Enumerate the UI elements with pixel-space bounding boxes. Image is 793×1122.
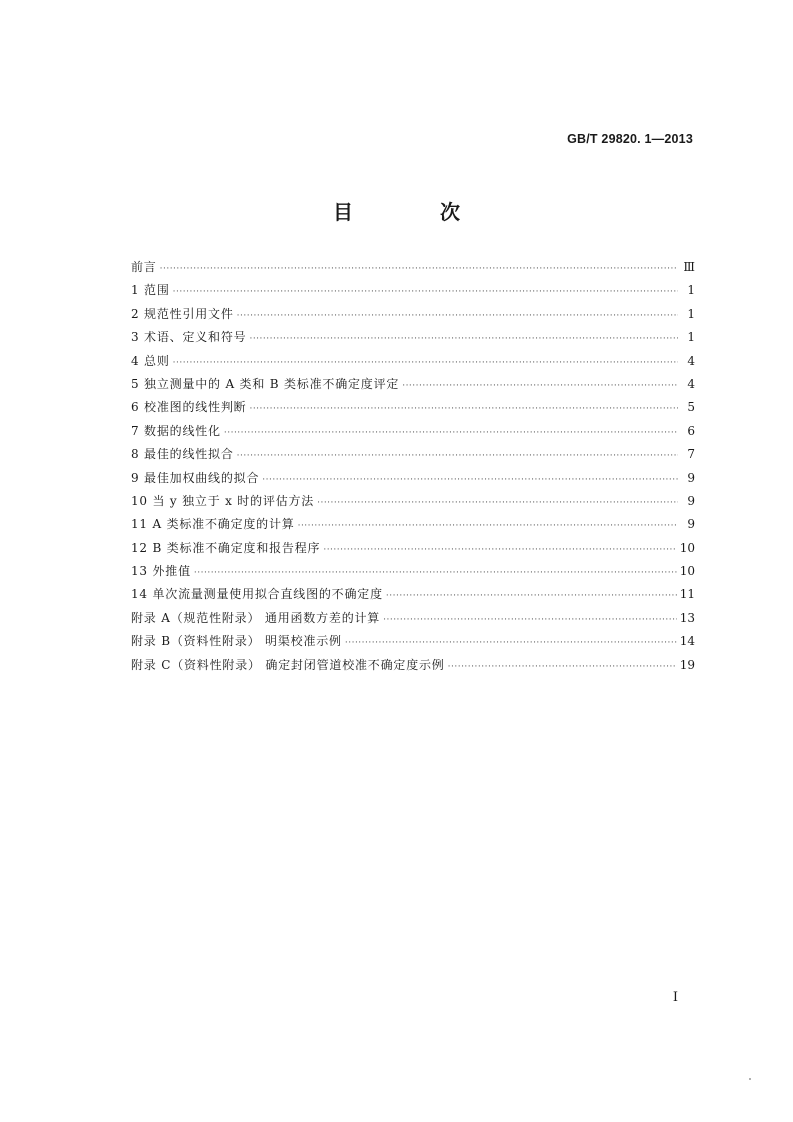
toc-entry-7[interactable] bbox=[131, 422, 695, 445]
toc-dot-leader bbox=[386, 591, 677, 601]
toc-entry-label: 附录 A（规范性附录） 通用函数方差的计算 bbox=[131, 610, 381, 625]
toc-entry-page: 10 bbox=[679, 564, 695, 579]
toc-entry-label: 5 独立测量中的 A 类和 B 类标准不确定度评定 bbox=[131, 376, 400, 391]
toc-entry-page: 1 bbox=[687, 306, 695, 321]
toc-entry-page: 19 bbox=[679, 657, 695, 672]
toc-entry-label: 前言 bbox=[131, 260, 157, 274]
toc-entry-label: 11 A 类标准不确定度的计算 bbox=[131, 517, 295, 532]
toc-entry-page: 6 bbox=[687, 423, 695, 438]
toc-entry-page: 9 bbox=[687, 493, 695, 508]
toc-entry-label: 7 数据的线性化 bbox=[131, 423, 221, 438]
toc-entry-label: 2 规范性引用文件 bbox=[131, 306, 234, 321]
toc-entry-11[interactable] bbox=[131, 515, 695, 538]
toc-dot-leader bbox=[173, 358, 678, 368]
toc-dot-leader bbox=[249, 404, 678, 414]
toc-dot-leader bbox=[237, 451, 678, 461]
toc-entry-13[interactable] bbox=[131, 562, 695, 585]
page-title: 目 次 bbox=[333, 200, 500, 224]
toc-entry-2[interactable] bbox=[131, 305, 695, 328]
toc-dot-leader bbox=[402, 381, 678, 391]
standard-number: GB/T 29820. 1—2013 bbox=[567, 132, 693, 146]
toc-entry-annex-a[interactable] bbox=[131, 609, 695, 632]
toc-entry-page: 10 bbox=[679, 540, 695, 555]
toc-entry-annex-c[interactable] bbox=[131, 656, 695, 679]
scan-speck bbox=[749, 1078, 751, 1080]
toc-entry-page: 11 bbox=[679, 587, 695, 602]
toc-entry-page: 4 bbox=[687, 353, 695, 368]
toc-dot-leader bbox=[345, 638, 677, 648]
toc-entry-label: 13 外推值 bbox=[131, 564, 191, 579]
toc-entry-label: 附录 C（资料性附录） 确定封闭管道校准不确定度示例 bbox=[131, 657, 445, 672]
toc-entry-14[interactable] bbox=[131, 585, 695, 608]
toc-entry-annex-b[interactable] bbox=[131, 632, 695, 655]
toc-dot-leader bbox=[194, 568, 677, 578]
toc-entry-label: 1 范围 bbox=[131, 283, 170, 298]
toc-entry-label: 3 术语、定义和符号 bbox=[131, 330, 247, 345]
toc-entry-page: 1 bbox=[687, 283, 695, 298]
toc-entry-page: 1 bbox=[687, 330, 695, 345]
table-of-contents bbox=[131, 258, 695, 679]
toc-dot-leader bbox=[383, 615, 677, 625]
toc-entry-5[interactable] bbox=[131, 375, 695, 398]
toc-dot-leader bbox=[173, 287, 678, 297]
toc-dot-leader bbox=[224, 428, 678, 438]
toc-entry-label: 4 总则 bbox=[131, 353, 170, 368]
toc-entry-page: 7 bbox=[687, 447, 695, 462]
toc-entry-page: 4 bbox=[687, 376, 695, 391]
toc-entry-label: 14 单次流量测量使用拟合直线图的不确定度 bbox=[131, 587, 383, 602]
toc-entry-page: 14 bbox=[679, 634, 695, 649]
toc-entry-label: 附录 B（资料性附录） 明渠校准示例 bbox=[131, 634, 342, 649]
toc-dot-leader bbox=[298, 521, 678, 531]
toc-entry-8[interactable] bbox=[131, 445, 695, 468]
toc-entry-page: 13 bbox=[679, 610, 695, 625]
toc-entry-3[interactable] bbox=[131, 328, 695, 351]
toc-dot-leader bbox=[323, 545, 676, 555]
toc-entry-label: 9 最佳加权曲线的拟合 bbox=[131, 470, 260, 485]
toc-entry-label: 6 校准图的线性判断 bbox=[131, 400, 247, 415]
toc-dot-leader bbox=[262, 475, 678, 485]
toc-entry-1[interactable] bbox=[131, 281, 695, 304]
toc-entry-9[interactable] bbox=[131, 469, 695, 492]
page-number: I bbox=[672, 990, 678, 1005]
toc-dot-leader bbox=[317, 498, 678, 508]
toc-entry-page: 5 bbox=[687, 400, 695, 415]
toc-entry-12[interactable] bbox=[131, 539, 695, 562]
toc-entry-label: 8 最佳的线性拟合 bbox=[131, 447, 234, 462]
toc-entry-page: Ⅲ bbox=[683, 260, 695, 274]
toc-entry-10[interactable] bbox=[131, 492, 695, 515]
toc-dot-leader bbox=[160, 264, 678, 274]
toc-entry-4[interactable] bbox=[131, 352, 695, 375]
toc-entry-page: 9 bbox=[687, 470, 695, 485]
toc-dot-leader bbox=[448, 662, 677, 672]
toc-dot-leader bbox=[249, 334, 678, 344]
toc-entry-preface[interactable] bbox=[131, 258, 695, 281]
toc-dot-leader bbox=[237, 311, 678, 321]
toc-entry-6[interactable] bbox=[131, 398, 695, 421]
toc-entry-label: 12 B 类标准不确定度和报告程序 bbox=[131, 540, 321, 555]
toc-entry-label: 10 当 y 独立于 x 时的评估方法 bbox=[131, 493, 315, 508]
toc-entry-page: 9 bbox=[687, 517, 695, 532]
